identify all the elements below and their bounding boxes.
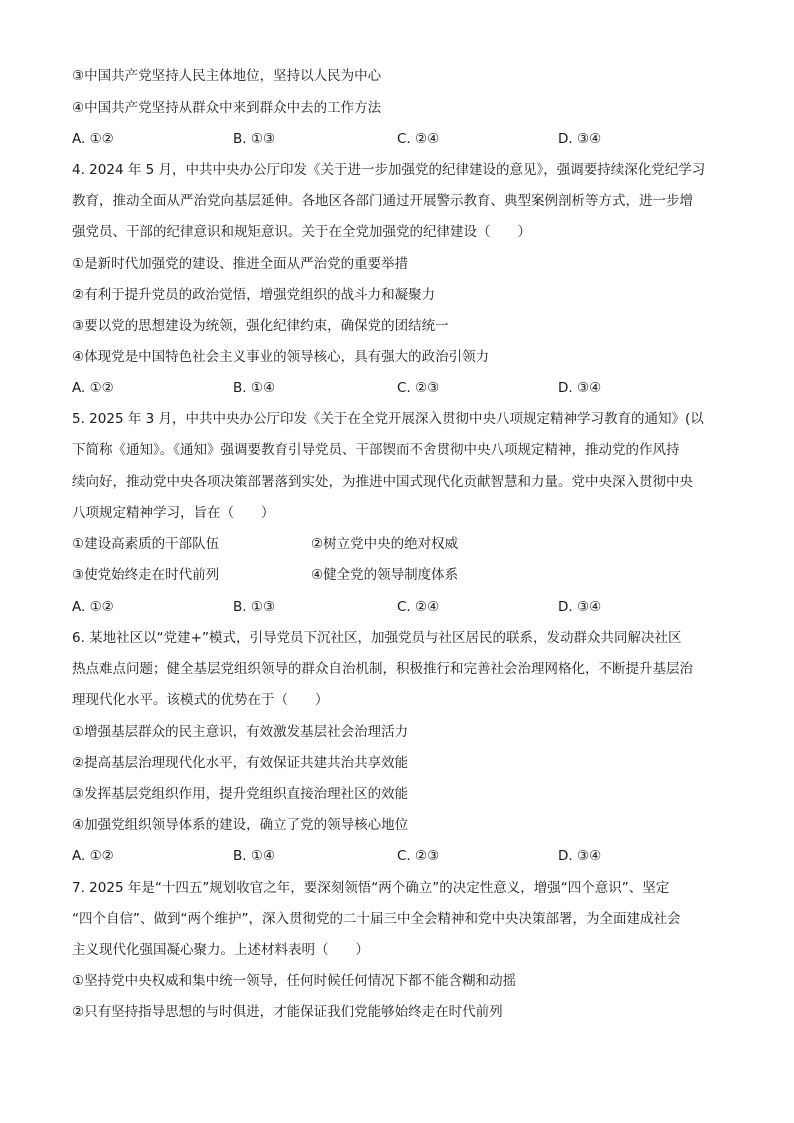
q5-option-c: C. ②④	[397, 599, 440, 615]
q6-statement: ③发挥基层党组织作用，提升党组织直接治理社区的效能	[72, 786, 409, 802]
q6-statement: ④加强党组织领导体系的建设，确立了党的领导核心地位	[72, 817, 409, 833]
q6-statement: ①增强基层群众的民主意识，有效激发基层社会治理活力	[72, 724, 409, 740]
q7-stem-line: 7. 2025 年是“十四五”规划收官之年，要深刻领悟“两个确立”的决定性意义，增强“四个意识”、坚定	[72, 880, 670, 896]
q3-option-c: C. ②④	[397, 131, 440, 147]
q6-option-b: B. ①④	[233, 848, 276, 864]
q5-stem-line: 下简称《通知》。《通知》强调要教育引导党员、干部锲而不舍贯彻中央八项规定精神，推动党的作风持	[72, 442, 680, 458]
q4-option-d: D. ③④	[558, 380, 602, 396]
q7-statement: ①坚持党中央权威和集中统一领导，任何时候任何情况下都不能含糊和动摇	[72, 973, 517, 989]
q7-stem-line: “四个自信”、做到“两个维护”，深入贯彻党的二十届三中全会精神和党中央决策部署，为全面建成社会	[72, 911, 681, 927]
q6-stem-line: 热点难点问题；健全基层党组织领导的群众自治机制，积极推行和完善社会治理网格化，不断提升基层治	[72, 661, 693, 677]
q7-stem-line: 主义现代化强国凝心聚力。上述材料表明（ ）	[72, 942, 369, 958]
q4-statement: ①是新时代加强党的建设、推进全面从严治党的重要举措	[72, 256, 409, 272]
q5-statement-1: ①建设高素质的干部队伍	[72, 536, 220, 552]
q4-option-a: A. ①②	[72, 380, 114, 396]
q3-statement-4: ④中国共产党坚持从群众中来到群众中去的工作方法	[72, 100, 382, 116]
q5-statement-2: ②树立党中央的绝对权威	[311, 536, 459, 552]
q5-option-a: A. ①②	[72, 599, 114, 615]
q4-option-b: B. ①④	[233, 380, 276, 396]
q6-statement: ②提高基层治理现代化水平，有效保证共建共治共享效能	[72, 755, 409, 771]
q5-stem-line: 八项规定精神学习，旨在（ ）	[72, 505, 275, 521]
q4-statement: ④体现党是中国特色社会主义事业的领导核心，具有强大的政治引领力	[72, 349, 490, 365]
q7-statement: ②只有坚持指导思想的与时俱进，才能保证我们党能够始终走在时代前列	[72, 1004, 503, 1020]
q5-statement-4: ④健全党的领导制度体系	[311, 567, 459, 583]
q6-stem-line: 理现代化水平。该模式的优势在于（ ）	[72, 692, 329, 708]
q4-stem-line: 4. 2024 年 5 月，中共中央办公厅印发《关于进一步加强党的纪律建设的意见》，强调要持续深化党纪学习	[72, 162, 706, 178]
q3-option-a: A. ①②	[72, 131, 114, 147]
q6-option-a: A. ①②	[72, 848, 114, 864]
q5-stem-line: 续向好，推动党中央各项决策部署落到实处，为推进中国式现代化贡献智慧和力量。党中央深入贯彻中央	[72, 474, 693, 490]
q6-option-c: C. ②③	[397, 848, 440, 864]
q3-statement-3: ③中国共产党坚持人民主体地位，坚持以人民为中心	[72, 68, 382, 84]
q4-statement: ②有利于提升党员的政治觉悟，增强党组织的战斗力和凝聚力	[72, 287, 436, 303]
q6-stem-line: 6. 某地社区以“党建+”模式，引导党员下沉社区，加强党员与社区居民的联系，发动群众共同解决社区	[72, 630, 682, 646]
q4-stem-line: 强党员、干部的纪律意识和规矩意识。关于在全党加强党的纪律建设（ ）	[72, 224, 531, 240]
q5-option-d: D. ③④	[558, 599, 602, 615]
q4-option-c: C. ②③	[397, 380, 440, 396]
q6-option-d: D. ③④	[558, 848, 602, 864]
q3-option-b: B. ①③	[233, 131, 276, 147]
q4-statement: ③要以党的思想建设为统领，强化纪律约束，确保党的团结统一	[72, 318, 449, 334]
q3-option-d: D. ③④	[558, 131, 602, 147]
q4-stem-line: 教育，推动全面从严治党向基层延伸。各地区各部门通过开展警示教育、典型案例剖析等方式，进一步增	[72, 193, 693, 209]
q5-statement-3: ③使党始终走在时代前列	[72, 567, 220, 583]
q5-option-b: B. ①③	[233, 599, 276, 615]
q5-stem-line: 5. 2025 年 3 月，中共中央办公厅印发《关于在全党开展深入贯彻中央八项规定精神学习教育的通知》(以	[72, 411, 704, 427]
